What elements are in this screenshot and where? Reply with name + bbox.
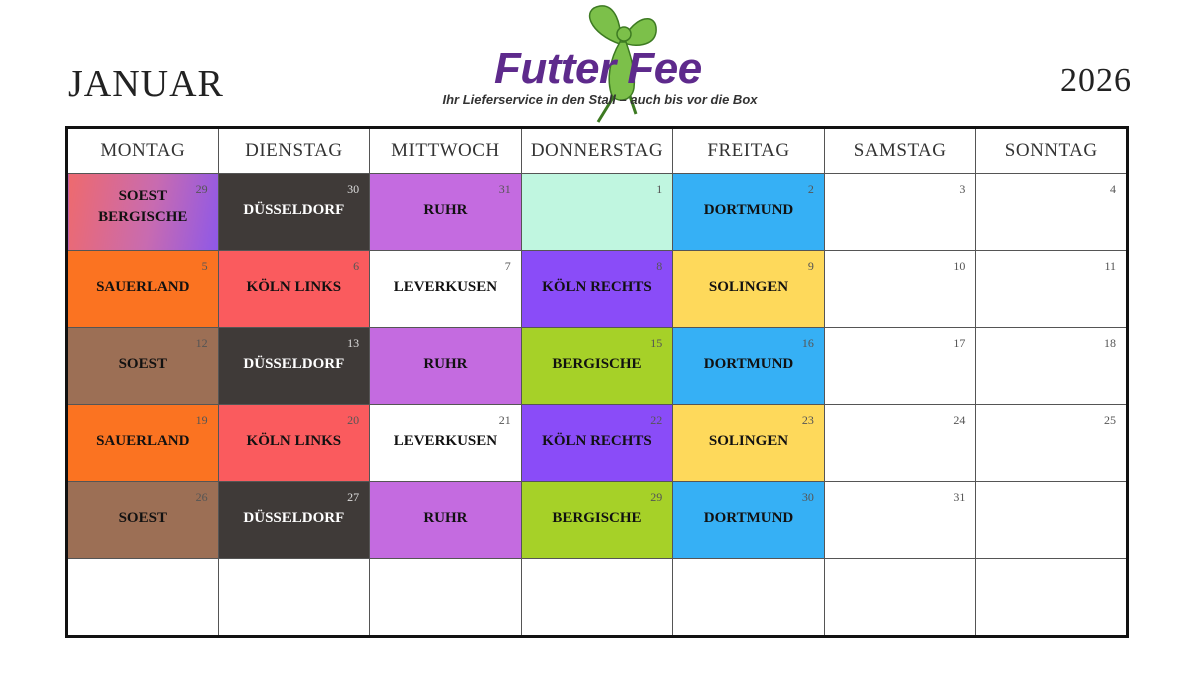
delivery-region xyxy=(68,277,218,298)
day-number: 7 xyxy=(504,259,511,273)
delivery-region xyxy=(68,431,218,452)
day-cell-sunday xyxy=(976,328,1128,405)
region-label: LEVERKUSEN xyxy=(393,279,498,295)
logo-title: Futter Fee xyxy=(494,44,702,93)
month-title: JANUAR xyxy=(68,63,224,105)
day-number: 18 xyxy=(1104,336,1116,350)
day-number: 16 xyxy=(801,336,814,350)
delivery-region xyxy=(68,508,218,529)
delivery-region xyxy=(219,200,370,221)
day-cell-thursday xyxy=(521,174,673,251)
day-number: 20 xyxy=(347,413,360,427)
day-number: 21 xyxy=(498,413,511,427)
delivery-region xyxy=(219,354,370,375)
day-number: 24 xyxy=(953,413,966,427)
day-cell-wednesday xyxy=(370,405,522,482)
year-title: 2026 xyxy=(1060,62,1132,99)
day-cell-wednesday xyxy=(370,251,522,328)
day-cell-friday xyxy=(673,174,825,251)
delivery-region xyxy=(370,277,521,298)
day-number: 6 xyxy=(353,259,360,273)
delivery-region xyxy=(219,508,370,529)
day-cell-thursday xyxy=(521,251,673,328)
day-number: 27 xyxy=(347,490,360,504)
weekday-friday: FREITAG xyxy=(673,128,825,174)
region-label: BERGISCHE xyxy=(552,356,642,372)
delivery-region xyxy=(673,508,824,529)
delivery-region xyxy=(673,200,824,221)
weekday-saturday: SAMSTAG xyxy=(824,128,976,174)
day-number: 15 xyxy=(650,336,663,350)
region-label: SOEST xyxy=(118,356,167,372)
region-label: DORTMUND xyxy=(703,356,794,372)
region-label: KÖLN RECHTS xyxy=(542,279,652,295)
delivery-region xyxy=(370,431,521,452)
day-cell-thursday xyxy=(521,405,673,482)
region-label: BERGISCHE xyxy=(552,510,642,526)
day-cell-friday xyxy=(673,559,825,637)
day-cell-tuesday xyxy=(218,405,370,482)
day-number: 2 xyxy=(807,182,814,196)
day-cell-monday xyxy=(67,405,219,482)
day-number: 4 xyxy=(1110,182,1116,196)
day-cell-tuesday xyxy=(218,559,370,637)
delivery-region xyxy=(673,354,824,375)
day-cell-thursday xyxy=(521,328,673,405)
delivery-region xyxy=(673,431,824,452)
day-number: 11 xyxy=(1104,259,1116,273)
day-cell-sunday xyxy=(976,174,1128,251)
calendar-week-row xyxy=(67,328,1128,405)
day-cell-saturday xyxy=(824,482,976,559)
region-label: BERGISCHE xyxy=(98,209,188,225)
day-number: 31 xyxy=(498,182,511,196)
day-number: 5 xyxy=(201,259,208,273)
calendar-week-row xyxy=(67,559,1128,637)
day-number: 17 xyxy=(953,336,966,350)
day-cell-tuesday xyxy=(218,328,370,405)
day-cell-saturday xyxy=(824,328,976,405)
day-cell-monday xyxy=(67,328,219,405)
calendar-week-row xyxy=(67,174,1128,251)
weekday-header-row xyxy=(67,128,1128,174)
day-cell-wednesday xyxy=(370,559,522,637)
weekday-tuesday: DIENSTAG xyxy=(218,128,370,174)
region-label: SOEST xyxy=(118,188,167,204)
delivery-region xyxy=(673,277,824,298)
day-number: 10 xyxy=(953,259,966,273)
day-cell-monday xyxy=(67,559,219,637)
day-number: 30 xyxy=(347,182,360,196)
day-cell-monday xyxy=(67,251,219,328)
delivery-region xyxy=(370,508,521,529)
day-cell-friday xyxy=(673,482,825,559)
day-cell-friday xyxy=(673,405,825,482)
delivery-region xyxy=(522,508,673,529)
region-label: DORTMUND xyxy=(703,202,794,218)
day-cell-sunday xyxy=(976,482,1128,559)
day-number: 3 xyxy=(959,182,966,196)
region-label: KÖLN LINKS xyxy=(246,279,342,295)
day-cell-monday xyxy=(67,174,219,251)
region-label: RUHR xyxy=(423,510,468,526)
day-cell-friday xyxy=(673,328,825,405)
day-number: 29 xyxy=(195,182,208,196)
day-cell-wednesday xyxy=(370,482,522,559)
day-cell-wednesday xyxy=(370,174,522,251)
calendar-week-row xyxy=(67,251,1128,328)
day-cell-thursday xyxy=(521,559,673,637)
day-cell-sunday xyxy=(976,251,1128,328)
day-number: 13 xyxy=(347,336,360,350)
calendar-week-row xyxy=(67,482,1128,559)
delivery-region xyxy=(68,186,218,228)
day-cell-saturday xyxy=(824,559,976,637)
region-label: SOEST xyxy=(118,510,167,526)
region-label: DÜSSELDORF xyxy=(243,356,345,372)
logo-subtitle: Ihr Lieferservice in den Stall – auch bis vor die Box xyxy=(442,92,758,107)
region-label: KÖLN LINKS xyxy=(246,433,342,449)
region-label: DÜSSELDORF xyxy=(243,510,345,526)
region-label: LEVERKUSEN xyxy=(393,433,498,449)
day-number: 29 xyxy=(650,490,663,504)
day-number: 23 xyxy=(801,413,814,427)
delivery-region xyxy=(522,277,673,298)
region-label: SAUERLAND xyxy=(96,433,190,449)
delivery-region xyxy=(219,431,370,452)
calendar-body xyxy=(67,174,1128,637)
futter-fee-logo xyxy=(420,4,800,128)
weekday-sunday: SONNTAG xyxy=(976,128,1128,174)
region-label: DORTMUND xyxy=(703,510,794,526)
day-cell-monday xyxy=(67,482,219,559)
day-number: 1 xyxy=(656,182,663,196)
day-cell-friday xyxy=(673,251,825,328)
region-label: SOLINGEN xyxy=(708,433,789,449)
delivery-region xyxy=(522,354,673,375)
day-cell-saturday xyxy=(824,251,976,328)
delivery-region xyxy=(68,354,218,375)
calendar-week-row xyxy=(67,405,1128,482)
day-cell-tuesday xyxy=(218,174,370,251)
weekday-monday: MONTAG xyxy=(67,128,219,174)
region-label: KÖLN RECHTS xyxy=(542,433,652,449)
region-label: DÜSSELDORF xyxy=(243,202,345,218)
weekday-wednesday: MITTWOCH xyxy=(370,128,522,174)
delivery-region xyxy=(370,354,521,375)
delivery-region xyxy=(370,200,521,221)
day-number: 31 xyxy=(953,490,966,504)
day-cell-sunday xyxy=(976,405,1128,482)
day-cell-saturday xyxy=(824,405,976,482)
day-number: 9 xyxy=(807,259,814,273)
region-label: RUHR xyxy=(423,202,468,218)
day-cell-wednesday xyxy=(370,328,522,405)
region-label: SOLINGEN xyxy=(708,279,789,295)
day-number: 12 xyxy=(195,336,208,350)
calendar-grid xyxy=(65,126,1129,638)
region-label: SAUERLAND xyxy=(96,279,190,295)
day-cell-saturday xyxy=(824,174,976,251)
day-number: 8 xyxy=(656,259,663,273)
day-cell-tuesday xyxy=(218,482,370,559)
region-label: RUHR xyxy=(423,356,468,372)
day-cell-sunday xyxy=(976,559,1128,637)
day-cell-tuesday xyxy=(218,251,370,328)
day-number: 19 xyxy=(195,413,208,427)
day-number: 22 xyxy=(650,413,663,427)
day-number: 25 xyxy=(1104,413,1116,427)
delivery-region xyxy=(219,277,370,298)
delivery-region xyxy=(522,431,673,452)
day-number: 30 xyxy=(801,490,814,504)
weekday-thursday: DONNERSTAG xyxy=(521,128,673,174)
day-cell-thursday xyxy=(521,482,673,559)
day-number: 26 xyxy=(195,490,208,504)
